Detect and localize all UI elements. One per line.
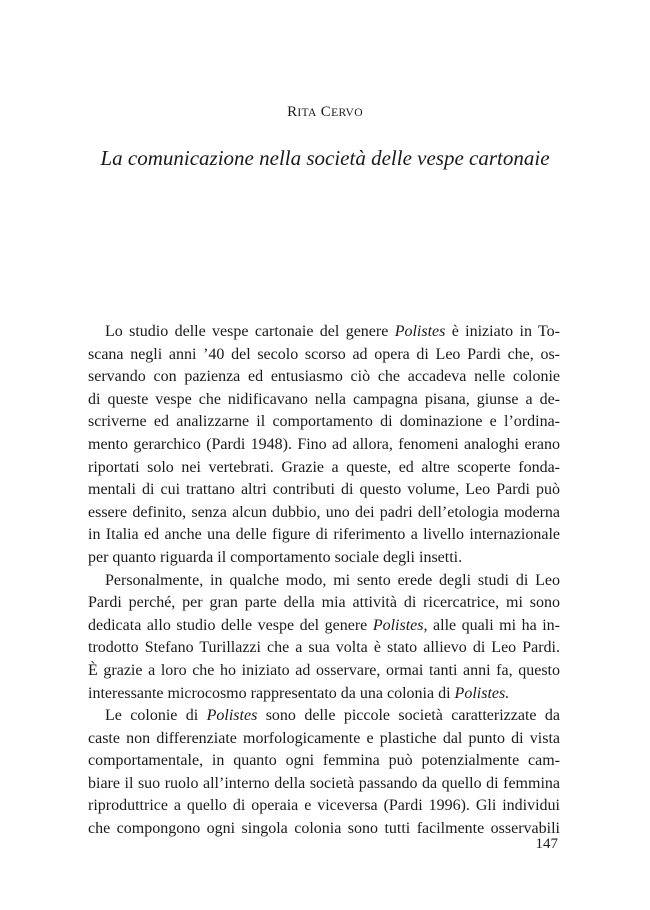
italic-term: Polistes xyxy=(394,323,446,340)
text-line: È grazie a loro che ho iniziato ad osservare, ormai tanti anni fa, questo xyxy=(88,661,560,679)
text-line: mentali di cui trattano altri contributi di questo volume, Leo Pardi può xyxy=(88,481,560,499)
text-line: per quanto riguarda il comportamento sociale degli insetti. xyxy=(88,548,463,566)
text-line: dedicata allo studio delle vespe del genere Polistes, alle quali mi ha in- xyxy=(88,616,561,634)
chapter-title: La comunicazione nella società delle vespe cartonaie xyxy=(100,146,550,170)
author-name: RITA CERVO xyxy=(287,104,363,120)
text-line: scana negli anni ’40 del secolo scorso ad opera di Leo Pardi che, os- xyxy=(88,345,560,363)
text-line: servando con pazienza ed entusiasmo ciò che accadeva nelle colonie xyxy=(88,368,560,386)
text-line: essere definito, senza alcun dubbio, uno dei padri dell’etologia moderna xyxy=(88,503,560,521)
text-line: caste non differenziate morfologicamente e plastiche dal punto di vista xyxy=(88,729,560,747)
text-line: trodotto Stefano Turillazzi che a sua volta è stato allievo di Leo Pardi. xyxy=(88,639,560,657)
text-line: scriverne ed analizzarne il comportamento di dominazione e l’ordina- xyxy=(88,413,560,431)
text-line: riportati solo nei vertebrati. Grazie a queste, ed altre scoperte fonda- xyxy=(88,458,560,476)
text-line: comportamentale, in quanto ogni femmina può potenzialmente cam- xyxy=(88,752,560,770)
text-line: biare il suo ruolo all’interno della società passando da quello di femmina xyxy=(88,774,560,792)
text-line: Lo studio delle vespe cartonaie del genere Polistes è iniziato in To- xyxy=(105,323,560,340)
text-line: in Italia ed anche una delle figure di riferimento a livello internazionale xyxy=(88,526,560,544)
text-line: di queste vespe che nidificavano nella campagna pisana, giunse a de- xyxy=(88,390,560,408)
text-line: riproduttrice a quello di operaia e viceversa (Pardi 1996). Gli individui xyxy=(88,797,560,815)
italic-term: Polistes xyxy=(206,707,258,725)
page-number: 147 xyxy=(535,836,558,852)
text-line: Pardi perché, per gran parte della mia attività di ricercatrice, mi sono xyxy=(88,594,560,612)
italic-term: Polistes, xyxy=(372,616,428,634)
text-line: mento gerarchico (Pardi 1948). Fino ad allora, fenomeni analoghi erano xyxy=(88,435,560,453)
text-line: interessante microcosmo rappresentato da una colonia di Polistes. xyxy=(88,684,510,702)
text-line: Personalmente, in qualche modo, mi sento erede degli studi di Leo xyxy=(105,571,560,589)
italic-term: Polistes. xyxy=(454,684,510,702)
body-text xyxy=(88,321,560,841)
text-line: Le colonie di Polistes sono delle piccole società caratterizzate da xyxy=(105,707,560,725)
text-line: che compongono ogni singola colonia sono tutti facilmente osservabili xyxy=(88,820,560,838)
